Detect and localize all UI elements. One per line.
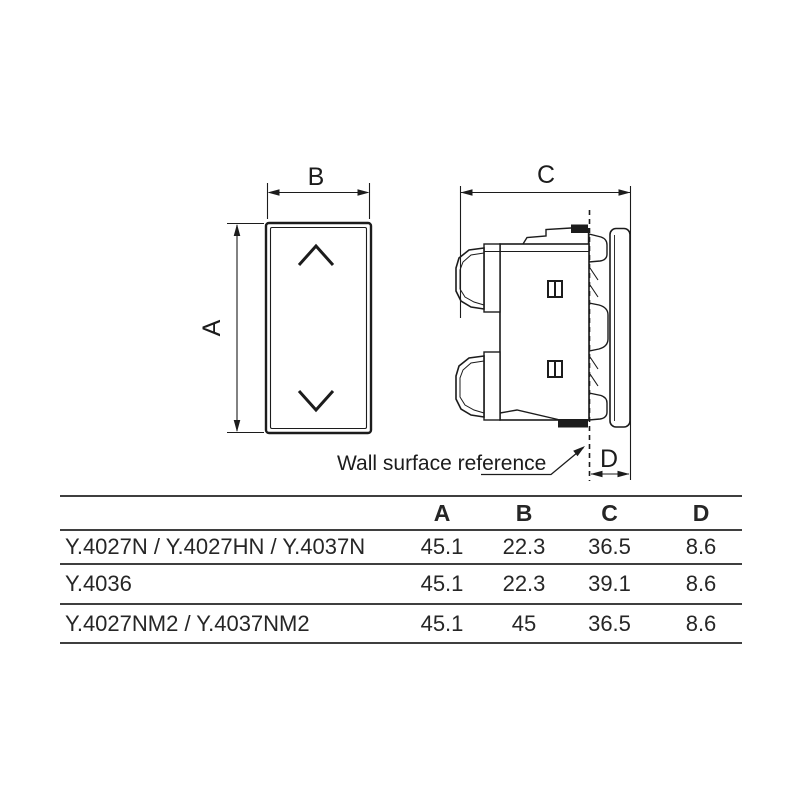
table-cell-d: 8.6 [685, 610, 717, 636]
table-cell-d: 8.6 [685, 534, 717, 559]
table-header-b: B [515, 499, 533, 526]
dim-c-arrow-left-icon [461, 189, 473, 196]
mounting-claw-top [571, 225, 588, 234]
dim-a-label: A [198, 319, 226, 337]
table-cell-model: Y.4036 [65, 571, 132, 596]
table-cell-b: 22.3 [502, 571, 546, 596]
dim-d-label: D [599, 445, 619, 473]
front-view [266, 223, 371, 433]
table-cell-c: 36.5 [588, 534, 631, 559]
mechanism-body [500, 244, 589, 420]
table-cell-c: 36.5 [588, 610, 631, 636]
dim-b-arrow-right-icon [358, 189, 370, 196]
dim-a-arrow-top-icon [234, 224, 241, 236]
table-header-d: D [692, 499, 710, 526]
dimension-table [60, 495, 742, 644]
flange-top-wing [589, 234, 607, 262]
dimension-a [227, 224, 264, 433]
table-cell-b: 22.3 [502, 534, 546, 559]
table-header-a: A [433, 499, 451, 526]
table-cell-c: 39.1 [588, 571, 631, 596]
rocker-side-profile [610, 229, 630, 428]
table-row [60, 531, 742, 565]
terminal-plate-bottom [484, 352, 500, 420]
dim-b-label: B [307, 163, 325, 191]
flange-center-latch [589, 303, 608, 351]
table-cell-a: 45.1 [420, 534, 464, 559]
wall-reference-label: Wall surface reference [337, 452, 547, 475]
dim-c-arrow-right-icon [619, 189, 631, 196]
dim-b-arrow-left-icon [268, 189, 280, 196]
table-cell-b: 45 [511, 610, 537, 636]
table-cell-a: 45.1 [420, 571, 464, 596]
table-cell-d: 8.6 [685, 571, 717, 596]
table-cell-model: Y.4027N / Y.4027HN / Y.4037N [65, 534, 366, 559]
table-cell-a: 45.1 [420, 610, 464, 636]
table-cell-model: Y.4027NM2 / Y.4037NM2 [65, 610, 310, 636]
table-row [60, 565, 742, 605]
dim-c-label: C [536, 161, 556, 189]
rocker-front-outline [266, 223, 371, 433]
dim-a-arrow-bottom-icon [234, 420, 241, 432]
table-header-row [60, 497, 742, 531]
dim-a-extension-lines [227, 224, 264, 433]
dim-d-arrow-right-icon [618, 471, 630, 478]
table-header-c: C [601, 499, 618, 526]
side-view [456, 210, 630, 481]
table-row [60, 605, 742, 644]
mounting-claw-bottom [558, 419, 588, 428]
flange-bottom-wing [589, 393, 607, 420]
terminal-plate-top [484, 244, 500, 312]
